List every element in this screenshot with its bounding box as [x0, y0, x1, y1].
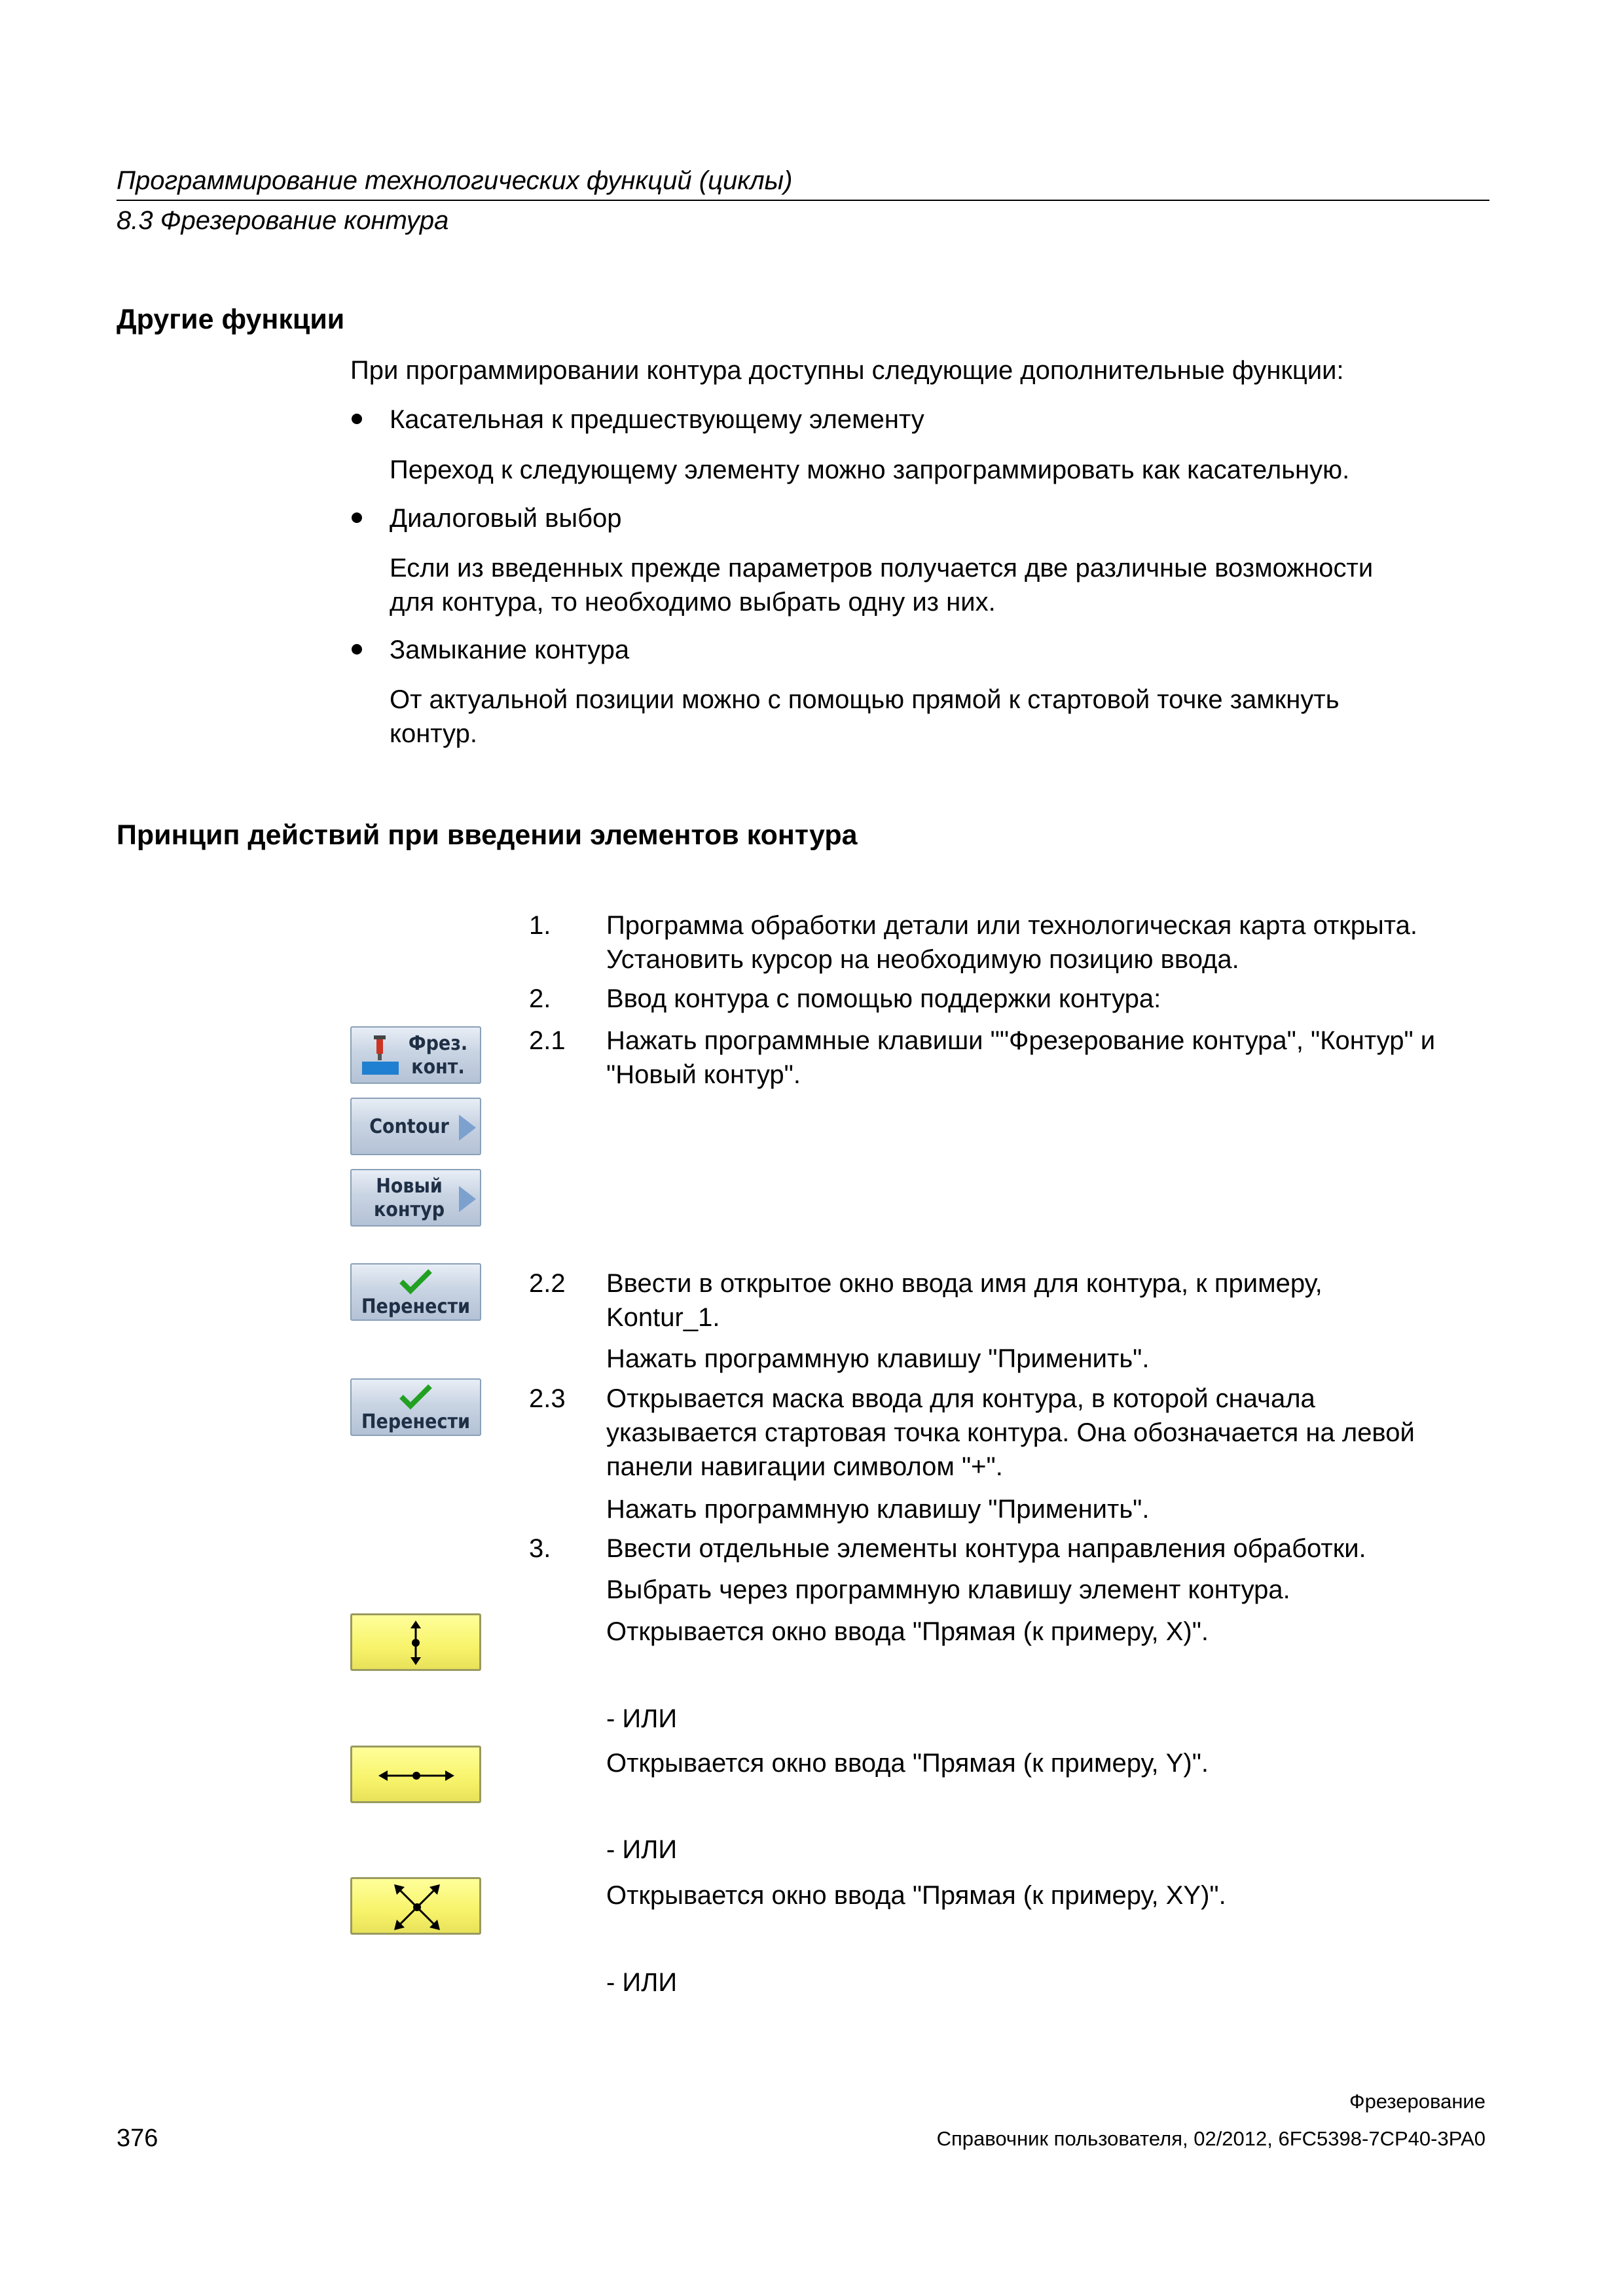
accept-softkey[interactable]: Перенести [350, 1263, 481, 1321]
manual-title: Фрезерование [1349, 2090, 1486, 2113]
step-text: Ввести в открытое окно ввода имя для контура, к примеру, Kontur_1. [606, 1269, 1322, 1332]
mill-contour-softkey[interactable]: Фрез. конт. [350, 1026, 481, 1084]
new-contour-softkey[interactable]: Новый контур [350, 1169, 481, 1227]
submenu-arrow-icon [459, 1186, 476, 1212]
straight-line-xy-softkey[interactable] [350, 1877, 481, 1935]
step-text: Открывается окно ввода "Прямая (к примеру, X)". [606, 1617, 1209, 1646]
item-description: контур. [390, 719, 477, 748]
step-text: Ввести отдельные элементы контура направления обработки. [606, 1534, 1366, 1563]
page-number: 376 [117, 2125, 158, 2152]
accept-softkey[interactable]: Перенести [350, 1378, 481, 1436]
step-text: Нажать программные клавиши ""Фрезерование контура", "Контур" и "Новый контур". [606, 1026, 1436, 1089]
procedure-heading: Принцип действий при введении элементов контура [117, 819, 858, 851]
bullet [352, 512, 362, 523]
step-number: 2. [529, 984, 551, 1013]
manual-info: Справочник пользователя, 02/2012, 6FC5398-7CP40-3PA0 [936, 2127, 1486, 2150]
or-separator: - ИЛИ [606, 1704, 678, 1733]
item-title: Касательная к предшествующему элементу [390, 405, 924, 434]
step-number: 2.3 [529, 1384, 566, 1413]
item-title: Диалоговый выбор [390, 504, 622, 533]
item-description: для контура, то необходимо выбрать одну из них. [390, 588, 996, 617]
other-functions-heading: Другие функции [117, 304, 345, 335]
step-text: Нажать программную клавишу "Применить". [606, 1495, 1150, 1524]
step-text: Выбрать через программную клавишу элемент контура. [606, 1575, 1290, 1604]
straight-line-y-softkey[interactable] [350, 1746, 481, 1803]
header-rule [117, 200, 1489, 201]
other-functions-intro: При программировании контура доступны следующие дополнительные функции: [350, 356, 1344, 385]
step-text: Открывается маска ввода для контура, в которой сначала указывается стартовая точка контура. Она обозначается на левой панели навигации символом "+". [606, 1384, 1415, 1481]
diagonal-line-icon [394, 1884, 440, 1930]
straight-line-x-softkey[interactable] [350, 1613, 481, 1671]
step-text: Открывается окно ввода "Прямая (к примеру, XY)". [606, 1881, 1226, 1910]
item-description: Переход к следующему элементу можно запрограммировать как касательную. [390, 456, 1350, 484]
item-title: Замыкание контура [390, 636, 630, 664]
section-header: 8.3 Фрезерование контура [117, 206, 449, 235]
checkmark-icon [399, 1268, 433, 1295]
step-text: Программа обработки детали или технологическая карта открыта. Установить курсор на необходимую позицию ввода. [606, 911, 1417, 974]
bullet [352, 644, 362, 655]
submenu-arrow-icon [459, 1115, 476, 1141]
item-description: Если из введенных прежде параметров получается две различные возможности [390, 554, 1374, 583]
step-number: 1. [529, 911, 551, 940]
checkmark-icon [399, 1384, 433, 1410]
vertical-line-icon [406, 1621, 426, 1665]
step-number: 3. [529, 1534, 551, 1563]
or-separator: - ИЛИ [606, 1968, 678, 1997]
step-text: Открывается окно ввода "Прямая (к примеру, Y)". [606, 1749, 1209, 1778]
horizontal-line-icon [378, 1766, 454, 1785]
chapter-header: Программирование технологических функций (циклы) [117, 166, 793, 195]
or-separator: - ИЛИ [606, 1835, 678, 1864]
bullet [352, 414, 362, 424]
milling-cutter-icon [362, 1035, 399, 1076]
item-description: От актуальной позиции можно с помощью прямой к стартовой точке замкнуть [390, 685, 1340, 714]
step-text: Ввод контура с помощью поддержки контура: [606, 984, 1161, 1013]
contour-softkey[interactable]: Contour [350, 1098, 481, 1155]
step-number: 2.1 [529, 1026, 566, 1055]
step-number: 2.2 [529, 1269, 566, 1298]
step-text: Нажать программную клавишу "Применить". [606, 1344, 1150, 1373]
